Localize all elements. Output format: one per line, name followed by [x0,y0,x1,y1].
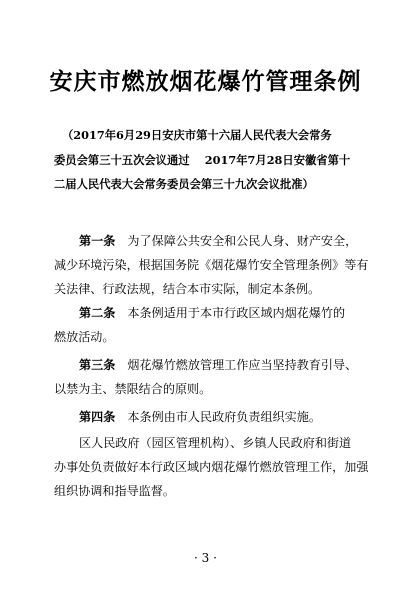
article-3-first-line [79,357,357,373]
paragraph-line: 组织协调和指导监督。 [54,484,175,498]
paragraph-line: 办事处负责做好本行政区域内烟花爆竹燃放管理工作，加强 [54,460,369,474]
article-line: 燃放活动。 [54,330,115,344]
adoption-note-line: （2017年6月29日安庆市第十六届人民代表大会常务 [62,128,332,142]
article-line: 减少环境污染，根据国务院《烟花爆竹安全管理条例》等有 [54,258,369,272]
article-2-first-line [79,305,345,321]
article-text: 本条例适用于本市行政区域内烟花爆竹的 [127,306,346,320]
article-line: 以禁为主、禁限结合的原则。 [54,382,212,396]
article-line: 关法律、行政法规，结合本市实际，制定本条例。 [54,282,321,296]
page-number: · 3 · [194,551,217,565]
article-label: 第二条 [79,306,116,320]
article-4-first-line [79,409,321,425]
adoption-note-line: 二届人民代表大会常务委员会第三十九次会议批准） [54,177,314,191]
article-text: 为了保障公共安全和公民人身、财产安全， [127,234,358,248]
article-label: 第三条 [79,358,116,372]
article-label: 第一条 [79,234,116,248]
paragraph-line: 区人民政府（园区管理机构）、乡镇人民政府和街道 [79,436,352,450]
article-label: 第四条 [79,410,116,424]
document-title: 安庆市燃放烟花爆竹管理条例 [49,69,362,95]
article-1-first-line [79,233,357,249]
article-text: 烟花爆竹燃放管理工作应当坚持教育引导、 [127,358,358,372]
article-text: 本条例由市人民政府负责组织实施。 [127,410,321,424]
adoption-note-line: 委员会第三十五次会议通过 2017年7月28日安徽省第十 [54,153,351,167]
